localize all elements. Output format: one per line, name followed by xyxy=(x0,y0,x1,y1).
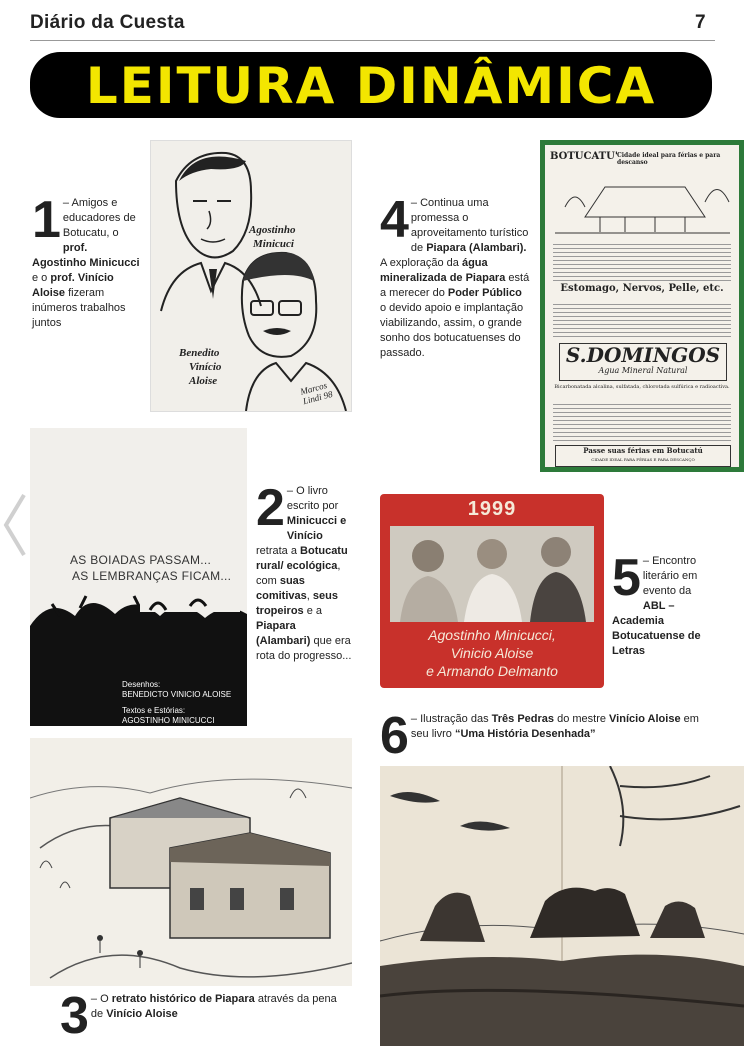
caption-text: através da pena de xyxy=(90,993,337,1020)
caption-bold: Piapara (Alambari). xyxy=(426,242,527,254)
name-line: Vinício xyxy=(189,361,222,373)
photo-year: 1999 xyxy=(467,498,517,520)
caption-text: está a merecer do xyxy=(380,272,530,299)
caption-text: retrata a xyxy=(256,545,301,557)
caption-text: e a xyxy=(303,605,323,617)
credit-line: AGOSTINHO MINICUCCI xyxy=(122,716,215,725)
caption-text: fizeram inúmeros trabalhos juntos xyxy=(32,287,126,329)
name-line: Benedito xyxy=(179,347,220,359)
caption-3 xyxy=(60,987,350,1045)
piapara-sketch xyxy=(30,738,352,986)
credit-line: Textos e Estórias: xyxy=(122,706,186,715)
caption-number: 2 xyxy=(256,479,285,537)
rocks-landscape-drawing xyxy=(380,766,744,1046)
caption-bold: seus tropeiros xyxy=(256,590,338,617)
ad-paper xyxy=(545,145,739,467)
caption-bold: Vinício Aloise xyxy=(609,713,681,725)
book-title-2: AS LEMBRANÇAS FICAM... xyxy=(72,569,232,583)
caption-text: que era rota do progresso... xyxy=(256,635,352,662)
caption-number: 3 xyxy=(60,987,89,1045)
village-drawing xyxy=(30,738,352,986)
caption-text: do mestre xyxy=(554,713,610,725)
caption-text: – Ilustração das xyxy=(410,713,492,725)
ad-footer-sub: CIDADE IDEAL PARA FÉRIAS E PARA DESCANÇO xyxy=(591,457,695,462)
caption-text: e o xyxy=(32,272,51,284)
credit-line: Desenhos: xyxy=(122,680,161,689)
caption-number: 1 xyxy=(32,191,61,249)
ad-body-lines-3 xyxy=(553,401,731,441)
book-title-1: AS BOIADAS PASSAM... xyxy=(70,553,212,567)
header-divider xyxy=(30,40,715,41)
book-credits xyxy=(122,680,231,726)
caption-text: – O livro escrito por xyxy=(286,485,339,512)
caption-bold: retrato histórico de Piapara xyxy=(111,993,255,1005)
caption-text: – Encontro literário em evento da xyxy=(642,555,698,597)
ad-brand-sub: Agua Mineral Natural xyxy=(598,366,688,375)
name-line: e Armando Delmanto xyxy=(426,663,558,679)
ad-footer: Passe suas férias em Botucatú xyxy=(583,446,703,455)
artist-signature: Marcos Lindi 98 xyxy=(299,380,334,407)
tres-pedras-illustration xyxy=(380,766,744,1046)
caption-2 xyxy=(256,479,352,664)
newspaper-title: Diário da Cuesta xyxy=(30,12,185,33)
caption-bold: suas comitivas xyxy=(256,575,307,602)
caption-number: 5 xyxy=(612,549,641,607)
ad-footer-box xyxy=(555,445,731,467)
caption-text: o devido apoio e implantação viabilizando, assim, o grande sonho dos botucatuenses do passado. xyxy=(380,302,524,359)
event-photo xyxy=(380,494,604,688)
caption-bold: água mineralizada de Piapara xyxy=(380,257,506,284)
ad-body-lines-2 xyxy=(553,301,731,339)
previous-page-arrow-icon[interactable] xyxy=(0,490,30,560)
ad-brand: S.DOMINGOS xyxy=(565,343,721,367)
caption-6 xyxy=(380,707,710,765)
ad-ailments: Estomago, Nervos, Pelle, etc. xyxy=(560,283,724,294)
ad-note: Bicarbonatada alcalina, sulfatada, chlorotada sulfúrica e radioactiva. xyxy=(554,384,730,390)
name-line: Vinicio Aloise xyxy=(450,645,534,661)
caption-text: , xyxy=(306,590,313,602)
caption-number: 4 xyxy=(380,191,409,249)
caption-name-1 xyxy=(249,223,295,251)
three-men-photo xyxy=(390,526,594,622)
credit-line: BENEDICTO VINICIO ALOISE xyxy=(122,690,232,699)
section-banner: LEITURA DINÂMICA xyxy=(30,52,712,118)
caption-5 xyxy=(612,549,710,659)
photo-names xyxy=(380,626,604,680)
name-line: Minicuci xyxy=(253,238,294,250)
caption-bold: Piapara (Alambari) xyxy=(256,620,311,647)
name-line: Aloise xyxy=(189,375,218,387)
caption-1 xyxy=(32,191,140,331)
caption-bold: prof. Vinício Aloise xyxy=(32,272,114,299)
caption-bold: ABL – Academia Botucatuense de Letras xyxy=(612,600,701,657)
ad-building-drawing xyxy=(545,167,739,237)
caption-bold: Botucatu rural/ ecológica xyxy=(256,545,348,572)
caption-text: – Continua uma promessa o aproveitamento turístico de xyxy=(410,197,529,254)
ad-city: BOTUCATU' xyxy=(550,151,618,162)
caption-bold: Três Pedras xyxy=(491,713,555,725)
caption-text: , com xyxy=(256,560,341,587)
ad-body-lines xyxy=(553,241,731,281)
caption-bold: Minicucci e Vinício xyxy=(286,515,347,542)
photo-frame xyxy=(390,526,594,622)
caption-bold: prof. Agostinho Minicucci xyxy=(32,242,140,269)
name-line: Agostinho Minicucci, xyxy=(428,627,556,643)
caption-bold: Vinício Aloise xyxy=(106,1008,178,1020)
caption-name-2 xyxy=(179,346,221,388)
caption-text: em seu livro xyxy=(410,713,699,740)
caption-text: A exploração da xyxy=(380,257,462,269)
page-number: 7 xyxy=(695,12,706,33)
ad-slogan: Cidade ideal para férias e para descanso xyxy=(617,152,721,166)
vintage-advertisement xyxy=(540,140,744,472)
caption-bold: “Uma História Desenhada” xyxy=(454,728,596,740)
ad-brand-box xyxy=(559,343,727,381)
name-line: Agostinho xyxy=(249,224,296,236)
caption-bold: Poder Público xyxy=(447,287,522,299)
caption-text: – Amigos e educadores de Botucatu, o xyxy=(62,197,136,239)
caricature-illustration xyxy=(150,140,352,412)
caption-text: – O xyxy=(90,993,112,1005)
caption-number: 6 xyxy=(380,707,409,765)
book-cover xyxy=(30,428,247,726)
caption-4 xyxy=(380,191,530,361)
